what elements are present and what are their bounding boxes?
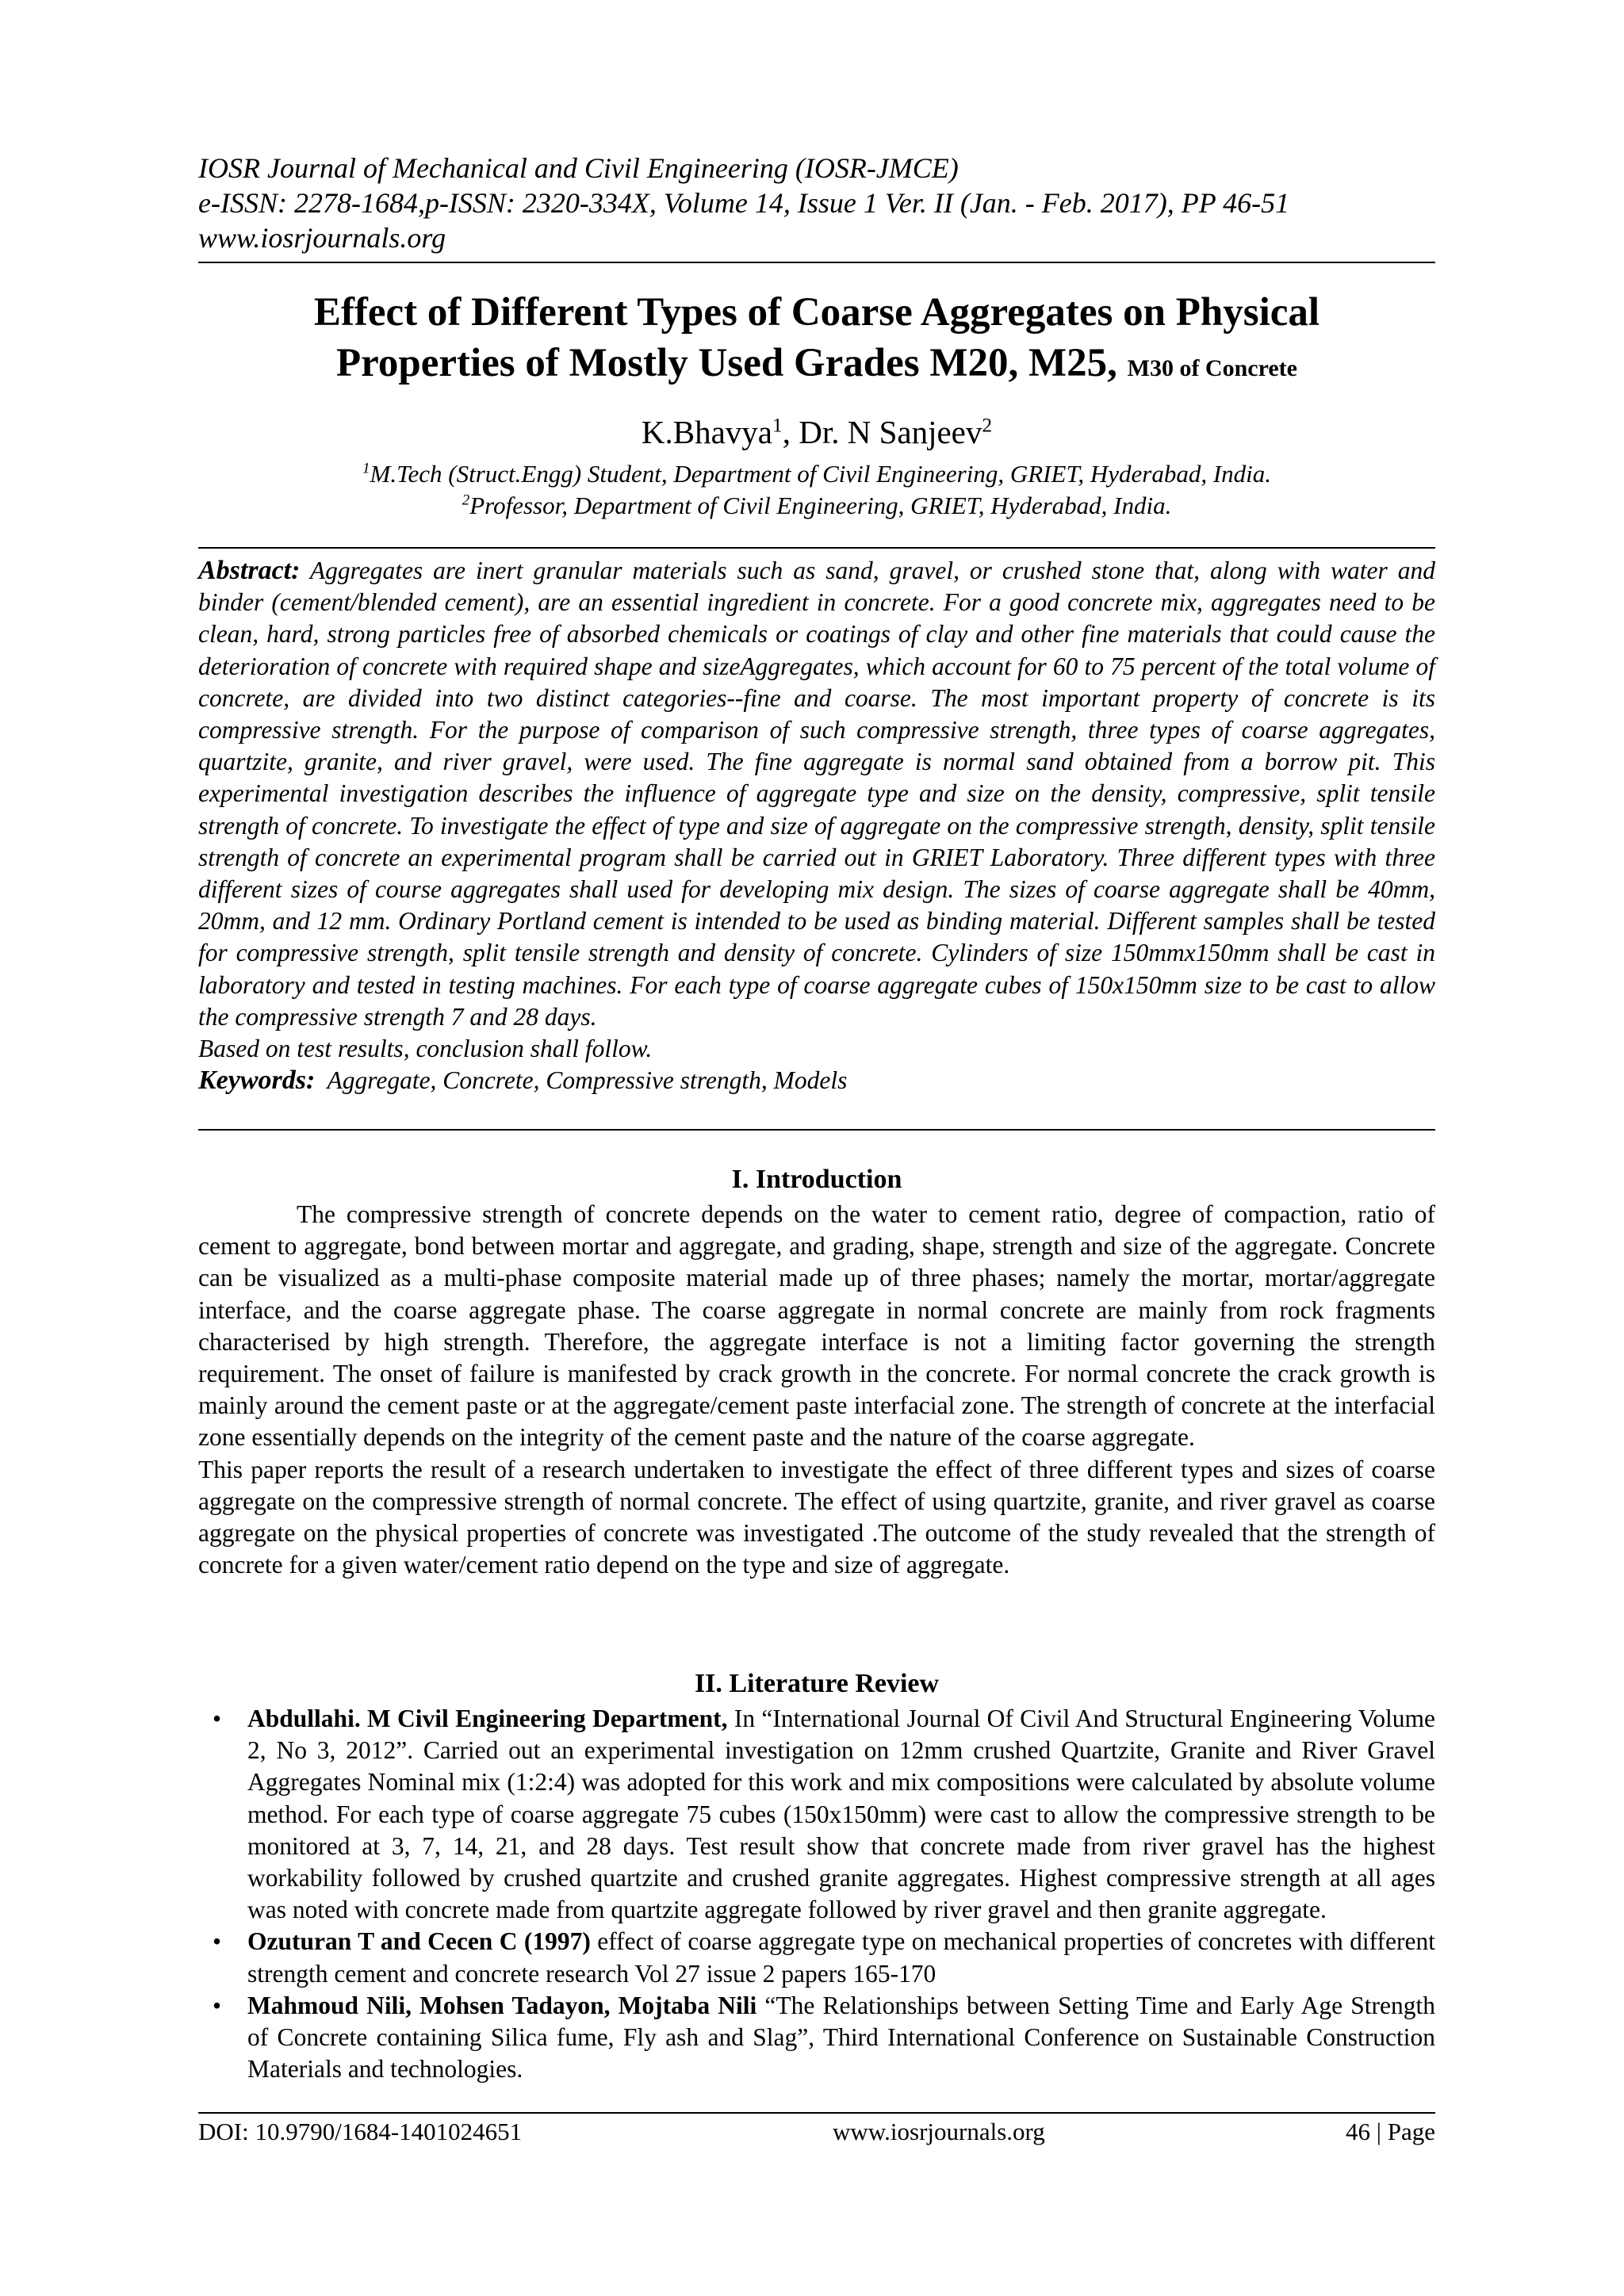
abstract-label: Abstract:: [198, 556, 301, 585]
literature-heading: II. Literature Review: [694, 1669, 940, 1698]
title-line-2-small: M30 of Concrete: [1127, 355, 1297, 381]
abstract-conclusion: Based on test results, conclusion shall follow.: [198, 1035, 653, 1063]
affiliations: [198, 458, 1435, 522]
list-item: [198, 1990, 1435, 2086]
reference-text: “The Relationships between Setting Time and Early Age Strength of Concrete containing Silica fume, Fly ash and Slag”, Third International Conference on Sustainable Construction Materials and technologies.: [247, 1991, 1435, 2084]
footer-rule: [198, 2112, 1435, 2114]
page-footer: [198, 2117, 1435, 2149]
introduction-heading: I. Introduction: [731, 1165, 902, 1194]
keywords-label: Keywords:: [198, 1066, 316, 1096]
abstract-body: Aggregates are inert granular materials such as sand, gravel, or crushed stone that, along with water and binder (cement/blended cement), are an essential ingredient in concrete. For a good concrete mix, aggregates need to be clean, hard, strong particles free of absorbed chemicals or coatings of clay and other fine materials that could cause the deterioration of concrete with required shape and sizeAggregates, which account for 60 to 75 percent of the total volume of concrete, are divided into two distinct categories--fine and coarse. The most important property of concrete is its compressive strength. For the purpose of comparison of such compressive strength, three types of coarse aggregates, quartzite, granite, and river gravel, were used. The fine aggregate is normal sand obtained from a borrow pit. This experimental investigation describes the influence of aggregate type and size on the density, compressive, split tensile strength of concrete. To investigate the effect of type and size of aggregate on the compressive strength, density, split tensile strength of concrete an experimental program shall be carried out in GRIET Laboratory. Three different types with three different sizes of course aggregates shall used for developing mix design. The sizes of coarse aggregate shall be 40mm, 20mm, and 12 mm. Ordinary Portland cement is intended to be used as binding material. Different samples shall be tested for compressive strength, split tensile strength and density of concrete. Cylinders of size 150mmx150mm shall be cast in laboratory and tested in testing machines. For each type of coarse aggregate cubes of 150x150mm size to be cast to allow the compressive strength 7 and 28 days.: [198, 557, 1436, 1031]
bullet-mark: •: [213, 1705, 222, 1732]
footer-website: www.iosrjournals.org: [833, 2118, 1045, 2145]
affiliation-1-text: M.Tech (Struct.Engg) Student, Department of Civil Engineering, GRIET, Hyderabad, India.: [370, 460, 1272, 488]
author-1: K.Bhavya: [641, 414, 773, 450]
reference-authors: Abdullahi. M Civil Engineering Department,: [247, 1705, 728, 1732]
literature-list: [198, 1703, 1435, 2085]
author-2: Dr. N Sanjeev: [799, 414, 982, 450]
introduction-paragraph-1: The compressive strength of concrete depends on the water to cement ratio, degree of compaction, ratio of cement to aggregate, bond between mortar and aggregate, and grading, shape, strength and size of the aggregate. Concrete can be visualized as a multi-phase composite material made up of three phases; namely the mortar, mortar/aggregate interface, and the coarse aggregate phase. The coarse aggregate in normal concrete are mainly from rock fragments characterised by high strength. Therefore, the aggregate interface is not a limiting factor governing the strength requirement. The onset of failure is manifested by crack growth in the concrete. For normal concrete the crack growth is mainly around the cement paste or at the aggregate/cement paste interfacial zone. The strength of concrete at the interfacial zone essentially depends on the integrity of the cement paste and the nature of the coarse aggregate.: [198, 1200, 1435, 1452]
keywords-text: Aggregate, Concrete, Compressive strength, Models: [327, 1066, 848, 1095]
journal-website: www.iosrjournals.org: [198, 222, 446, 254]
title-line-2-main: Properties of Mostly Used Grades M20, M25,: [336, 341, 1117, 385]
author-2-affil-mark: 2: [982, 414, 993, 437]
title-line-1: Effect of Different Types of Coarse Aggregates on Physical: [313, 290, 1320, 335]
affiliation-2: [198, 490, 1435, 522]
author-separator: ,: [782, 414, 799, 450]
journal-name: IOSR Journal of Mechanical and Civil Engineering (IOSR-JMCE): [198, 152, 959, 184]
introduction-body: [198, 1199, 1435, 1581]
affiliation-1: [198, 458, 1435, 490]
author-1-affil-mark: 1: [772, 414, 783, 437]
header-rule: [198, 262, 1435, 263]
journal-header: [198, 151, 1435, 255]
list-item: [198, 1703, 1435, 1926]
reference-text: In “International Journal Of Civil And Structural Engineering Volume 2, No 3, 2012”. Carried out an experimental investigation on 12mm crushed Quartzite, Granite and River Gravel Aggregates Nominal mix (1:2:4) was adopted for this work and mix compositions were calculated by absolute volume method. For each type of coarse aggregate 75 cubes (150x150mm) were cast to allow the compressive strength to be monitored at 3, 7, 14, 21, and 28 days. Test result show that concrete made from river gravel has the highest workability followed by crushed quartzite and crushed granite aggregates. Highest compressive strength at all ages was noted with concrete made from quartzite aggregate followed by river gravel and then granite aggregate.: [247, 1705, 1435, 1924]
introduction-paragraph-2: This paper reports the result of a research undertaken to investigate the effect of three different types and sizes of coarse aggregate on the compressive strength of normal concrete. The effect of using quartzite, granite, and river gravel as coarse aggregate on the physical properties of concrete was investigated .The outcome of the study revealed that the strength of concrete for a given water/cement ratio depend on the type and size of aggregate.: [198, 1455, 1435, 1579]
affiliation-1-mark: 1: [362, 460, 370, 477]
bullet-mark: •: [213, 1991, 222, 2019]
footer-doi: DOI: 10.9790/1684-1401024651: [198, 2118, 523, 2145]
bullet-mark: •: [213, 1927, 222, 1956]
affiliation-2-text: Professor, Department of Civil Engineering, GRIET, Hyderabad, India.: [469, 492, 1172, 519]
abstract-block: [198, 555, 1435, 1096]
title-line-2: [198, 338, 1435, 394]
abstract-bottom-rule: [198, 1129, 1435, 1131]
reference-authors: Mahmoud Nili, Mohsen Tadayon, Mojtaba Nili: [247, 1991, 757, 2019]
reference-authors: Ozuturan T and Cecen C (1997): [247, 1927, 591, 1956]
abstract-paragraph: [198, 555, 1435, 1033]
footer-page-number: 46 | Page: [1346, 2118, 1435, 2145]
author-list: [198, 412, 1435, 452]
journal-issn: e-ISSN: 2278-1684,p-ISSN: 2320-334X, Volume 14, Issue 1 Ver. II (Jan. - Feb. 2017), PP 46-51: [198, 187, 1290, 219]
abstract-top-rule: [198, 547, 1435, 549]
paper-title: [198, 287, 1435, 394]
affiliation-2-mark: 2: [462, 492, 470, 509]
keywords-line: [198, 1065, 1435, 1096]
reference-text: effect of coarse aggregate type on mechanical properties of concretes with different strength cement and concrete research Vol 27 issue 2 papers 165-170: [247, 1927, 1435, 1988]
list-item: [198, 1926, 1435, 1989]
